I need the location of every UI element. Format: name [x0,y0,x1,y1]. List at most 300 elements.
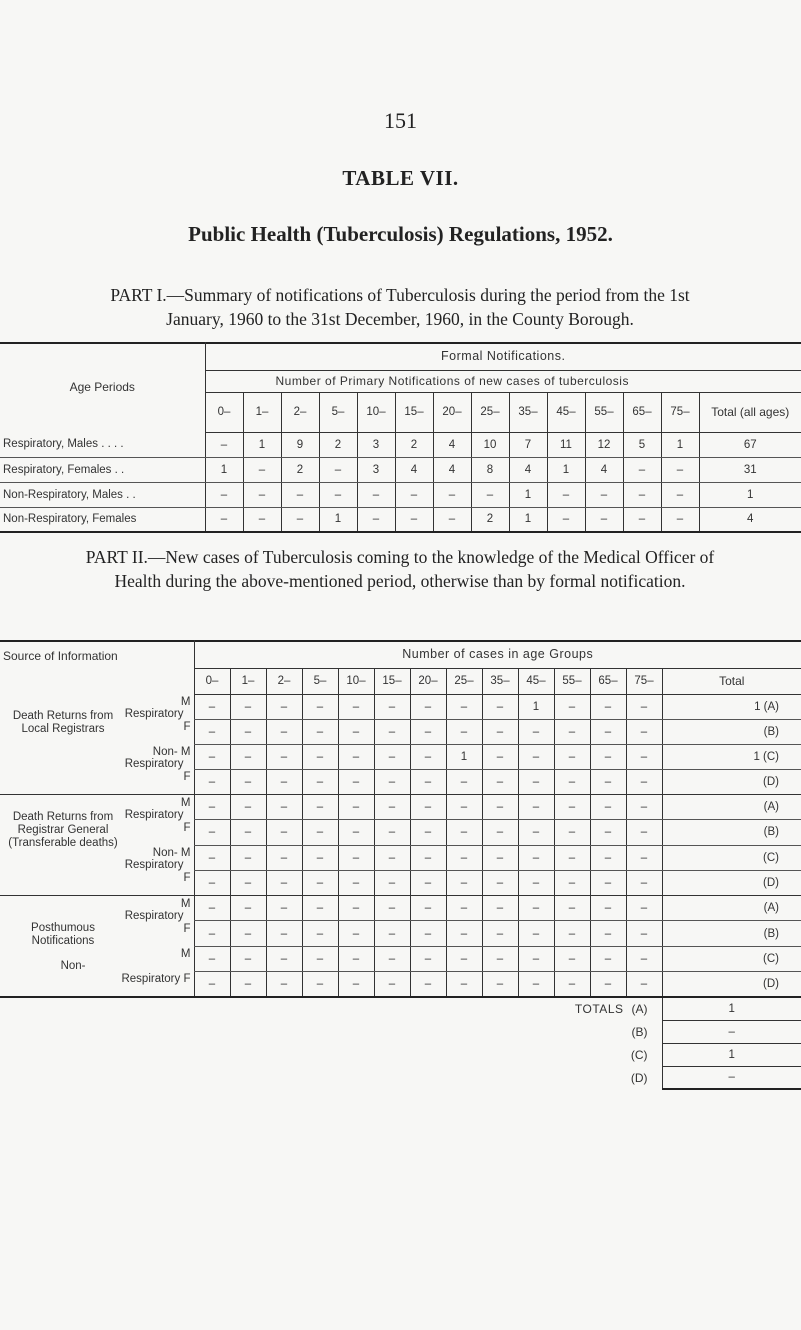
cell-value: – [590,820,626,845]
cell-value: – [446,921,482,946]
cell-value: – [338,744,374,769]
cell-value: – [518,946,554,971]
age-group-header: 20– [433,392,471,432]
totals-code: (C) [630,1047,648,1062]
totals-label-cell [0,1020,662,1043]
row-label: Non-Respiratory, Males . . [0,482,205,507]
cell-value: – [338,921,374,946]
totals-label-cell [0,1043,662,1066]
cell-value: – [338,870,374,895]
cell-value: – [194,845,230,870]
cell-value: – [194,795,230,820]
cell-value: 4 [395,457,433,482]
totals-row [0,1020,801,1043]
age-group-header: 20– [410,668,446,694]
cell-value: – [266,820,302,845]
cell-value: – [266,870,302,895]
cell-value: – [302,795,338,820]
totals-value: – [662,1066,801,1089]
table-row [0,507,801,532]
sub-label: Respiratory F [121,973,191,985]
cell-value: – [518,719,554,744]
cases-in-age-groups-header: Number of cases in age Groups [194,640,801,668]
total-header: Total [662,668,801,694]
cell-value: – [266,896,302,921]
cell-value: – [302,820,338,845]
cell-value: – [338,820,374,845]
cell-value: – [357,482,395,507]
cell-total: 1 [699,482,801,507]
cell-value: – [471,482,509,507]
part1-table [0,342,801,533]
cell-value: – [590,972,626,997]
cell-value: – [266,719,302,744]
cell-value: – [482,694,518,719]
age-group-header: 25– [446,668,482,694]
cell-value: – [623,482,661,507]
cell-value: – [626,795,662,820]
regulation-title: Public Health (Tuberculosis) Regulations, 1952. [188,222,613,246]
cell-value: – [661,482,699,507]
cell-value: 1 [205,457,243,482]
age-group-header: 1– [230,668,266,694]
cell-value: – [374,820,410,845]
cell-value: – [374,694,410,719]
cell-value: – [302,946,338,971]
cell-value: – [374,769,410,794]
totals-row [0,1043,801,1066]
cell-value: – [243,507,281,532]
cell-value: – [410,921,446,946]
cell-value: – [623,507,661,532]
cell-total: (D) [662,870,801,895]
sub-label-type: Respiratory [124,708,184,720]
cell-value: – [410,870,446,895]
totals-code: (D) [630,1070,648,1085]
cell-value: – [482,795,518,820]
cell-value: – [338,694,374,719]
cell-value: – [518,795,554,820]
cell-value: 1 [446,744,482,769]
age-group-header: 10– [357,392,395,432]
cell-value: – [194,744,230,769]
cell-value: 3 [357,457,395,482]
cell-value: – [230,795,266,820]
cell-value: – [194,820,230,845]
cell-total: (B) [662,921,801,946]
sub-label: M [180,797,191,809]
cell-value: 4 [509,457,547,482]
age-group-header: 10– [338,668,374,694]
sub-label-type: Respiratory [124,859,184,871]
cell-value: – [433,507,471,532]
cell-total: (B) [662,820,801,845]
cell-value: – [482,921,518,946]
cell-value: – [554,972,590,997]
cell-value: – [338,769,374,794]
table-row [0,795,801,820]
cell-value: – [554,694,590,719]
cell-value: – [585,507,623,532]
cell-value: – [626,896,662,921]
sub-label: F [183,771,191,783]
cell-value: – [410,972,446,997]
cell-value: – [626,769,662,794]
cell-value: 1 [661,432,699,457]
cell-value: – [590,744,626,769]
cell-value: 3 [357,432,395,457]
row-label: Respiratory, Males . . . . [0,432,205,457]
cell-value: – [230,769,266,794]
cell-value: – [338,896,374,921]
age-group-header: 2– [266,668,302,694]
part2-heading: PART II.—New cases of Tuberculosis coming to the knowledge of the Medical Officer of Health during the above-mentioned period, otherwise than by formal notification. [85,547,715,591]
cell-value: – [302,845,338,870]
cell-value: – [446,719,482,744]
cell-value: – [374,921,410,946]
cell-value: – [547,482,585,507]
cell-value: – [446,820,482,845]
age-periods-header: Age Periods [69,380,135,394]
cell-value: – [194,921,230,946]
sub-label-type: Respiratory [124,758,184,770]
cell-value: – [554,946,590,971]
totals-row [0,997,801,1020]
cell-value: 4 [585,457,623,482]
sub-label: F [183,923,191,935]
cell-value: – [230,921,266,946]
totals-value: 1 [662,1043,801,1066]
cell-value: 1 [243,432,281,457]
cell-value: 10 [471,432,509,457]
page-number: 151 [384,108,417,133]
cell-value: – [338,946,374,971]
cell-value: – [374,719,410,744]
cell-total: (B) [662,719,801,744]
source-cell [0,795,194,896]
cell-value: – [590,946,626,971]
cell-value: 1 [547,457,585,482]
source-of-information-header: Source of Information [3,649,118,663]
cell-value: – [482,820,518,845]
cell-value: – [230,820,266,845]
age-group-header: 65– [623,392,661,432]
age-group-header: 75– [626,668,662,694]
cell-value: 7 [509,432,547,457]
cell-value: – [554,870,590,895]
cell-value: – [302,744,338,769]
cell-value: – [518,972,554,997]
cell-value: – [338,795,374,820]
cell-total: 1 (A) [662,694,801,719]
cell-value: – [194,870,230,895]
cell-value: – [410,795,446,820]
cell-value: – [446,946,482,971]
cell-value: – [194,694,230,719]
cell-value: – [374,972,410,997]
age-group-header: 2– [281,392,319,432]
cell-value: – [230,870,266,895]
sub-label: Non- M [152,847,191,859]
cell-value: – [281,482,319,507]
cell-value: – [410,845,446,870]
cell-value: – [590,896,626,921]
age-group-header: 0– [205,392,243,432]
cell-value: – [266,795,302,820]
cell-value: 12 [585,432,623,457]
cell-value: – [482,870,518,895]
cell-value: – [482,946,518,971]
cell-value: – [547,507,585,532]
cell-value: – [518,921,554,946]
cell-value: – [357,507,395,532]
cell-value: – [230,946,266,971]
cell-value: – [319,457,357,482]
cell-value: – [194,719,230,744]
cell-value: – [205,432,243,457]
age-group-header: 75– [661,392,699,432]
cell-value: – [554,896,590,921]
cell-total: 31 [699,457,801,482]
cell-value: – [554,921,590,946]
cell-value: – [626,744,662,769]
source-label: Death Returns from Local Registrars [12,710,114,735]
cell-value: – [554,744,590,769]
cell-value: – [518,769,554,794]
cell-value: – [230,972,266,997]
cell-value: – [266,972,302,997]
cell-value: – [590,769,626,794]
cell-value: – [590,795,626,820]
totals-code: (B) [631,1024,648,1039]
cell-value: – [482,845,518,870]
cell-value: – [661,457,699,482]
cell-value: – [590,694,626,719]
cell-value: – [446,870,482,895]
cell-value: – [626,820,662,845]
age-group-header: 35– [482,668,518,694]
table-row [0,694,801,719]
cell-value: – [446,896,482,921]
cell-total: (C) [662,845,801,870]
totals-label-cell [0,1066,662,1089]
cell-value: – [374,870,410,895]
cell-value: – [266,921,302,946]
cell-total: 1 (C) [662,744,801,769]
cell-value: – [230,694,266,719]
cell-value: – [626,845,662,870]
cell-total: 4 [699,507,801,532]
cell-value: – [482,972,518,997]
age-group-header: 45– [518,668,554,694]
cell-value: – [554,845,590,870]
cell-value: – [410,694,446,719]
source-cell [0,896,194,998]
cell-value: – [661,507,699,532]
age-group-header: 5– [302,668,338,694]
cell-value: – [626,719,662,744]
sub-label: F [183,822,191,834]
sub-label-type: Respiratory [124,809,184,821]
cell-value: – [446,972,482,997]
cell-value: – [482,719,518,744]
cell-value: 2 [281,457,319,482]
totals-row [0,1066,801,1089]
cell-value: – [374,795,410,820]
cell-value: – [410,719,446,744]
row-label: Respiratory, Females . . [0,457,205,482]
cell-value: – [518,820,554,845]
cell-value: 1 [518,694,554,719]
cell-value: – [410,744,446,769]
cell-value: – [482,896,518,921]
totals-label-cell [0,997,662,1020]
cell-value: – [410,946,446,971]
age-group-header: 65– [590,668,626,694]
table-row [0,896,801,921]
totals-code: (A) [631,1002,648,1016]
sub-label: M [180,696,191,708]
age-group-header: 55– [554,668,590,694]
cell-value: – [518,870,554,895]
cell-value: – [585,482,623,507]
cell-value: – [374,845,410,870]
sub-label-type: Non- [60,960,86,972]
cell-value: – [338,845,374,870]
part1-heading: PART I.—Summary of notifications of Tuberculosis during the period from the 1st January, 1960 to the 31st December, 1960, in the County Borough. [110,285,690,329]
cell-value: – [243,482,281,507]
cell-value: – [590,870,626,895]
cell-value: – [374,946,410,971]
cell-value: – [302,921,338,946]
table-row [0,482,801,507]
cell-value: – [205,507,243,532]
cell-total: (C) [662,946,801,971]
age-group-header: 55– [585,392,623,432]
part2-table [0,640,801,1090]
cell-value: 2 [471,507,509,532]
cell-value: – [518,896,554,921]
age-group-header: 35– [509,392,547,432]
cell-value: – [554,795,590,820]
cell-value: – [374,744,410,769]
cell-value: – [266,769,302,794]
cell-value: – [302,972,338,997]
cell-value: 2 [395,432,433,457]
cell-value: – [194,972,230,997]
cell-value: – [302,719,338,744]
cell-value: – [482,744,518,769]
cell-value: – [230,845,266,870]
cell-value: – [338,972,374,997]
cell-value: – [395,507,433,532]
cell-total: (A) [662,795,801,820]
cell-value: – [302,896,338,921]
cell-value: – [230,896,266,921]
cell-value: – [266,946,302,971]
table-row [0,457,801,482]
cell-value: – [590,921,626,946]
formal-notifications-header: Formal Notifications. [205,342,801,370]
age-group-header: 45– [547,392,585,432]
sub-label: F [183,872,191,884]
source-label: Posthumous Notifications [31,922,95,947]
cell-value: 9 [281,432,319,457]
cell-value: – [482,769,518,794]
cell-value: – [446,769,482,794]
cell-value: – [446,795,482,820]
cell-value: – [410,820,446,845]
cell-value: – [230,744,266,769]
cell-value: – [446,694,482,719]
cell-value: – [626,870,662,895]
cell-value: – [626,946,662,971]
total-all-ages-header: Total (all ages) [699,392,801,432]
cell-value: 11 [547,432,585,457]
cell-value: – [266,744,302,769]
table-row [0,432,801,457]
cell-value: 5 [623,432,661,457]
age-group-header: 15– [374,668,410,694]
table-title: TABLE VII. [342,166,459,190]
cell-value: – [230,719,266,744]
cell-value: – [623,457,661,482]
sub-label: M [180,948,191,960]
cell-value: – [243,457,281,482]
totals-value: – [662,1020,801,1043]
cell-value: – [194,946,230,971]
sub-label: Non- M [152,746,191,758]
cell-value: – [302,769,338,794]
cell-value: – [590,845,626,870]
cell-value: – [194,896,230,921]
cell-value: – [302,870,338,895]
cell-value: – [554,719,590,744]
cell-value: – [518,845,554,870]
sub-label: F [183,721,191,733]
age-group-header: 15– [395,392,433,432]
cell-value: 1 [509,482,547,507]
cell-value: 1 [509,507,547,532]
age-group-header: 1– [243,392,281,432]
cell-value: – [319,482,357,507]
cell-value: – [626,694,662,719]
cell-value: 8 [471,457,509,482]
age-group-header: 5– [319,392,357,432]
totals-label: TOTALS [574,1002,624,1016]
age-group-header: 0– [194,668,230,694]
source-label: Death Returns from Registrar General (Transferable deaths) [8,811,118,849]
cell-value: 1 [319,507,357,532]
totals-value: 1 [662,997,801,1020]
cell-total: (A) [662,896,801,921]
cell-value: 4 [433,432,471,457]
cell-value: – [554,769,590,794]
cell-total: (D) [662,769,801,794]
source-cell [0,694,194,795]
age-group-header: 25– [471,392,509,432]
cell-value: – [374,896,410,921]
primary-notifications-header: Number of Primary Notifications of new cases of tuberculosis [205,370,699,392]
cell-value: – [410,896,446,921]
row-label: Non-Respiratory, Females [0,507,205,532]
cell-total: (D) [662,972,801,997]
cell-value: – [518,744,554,769]
cell-value: – [446,845,482,870]
cell-value: – [626,972,662,997]
cell-value: – [205,482,243,507]
cell-value: – [626,921,662,946]
